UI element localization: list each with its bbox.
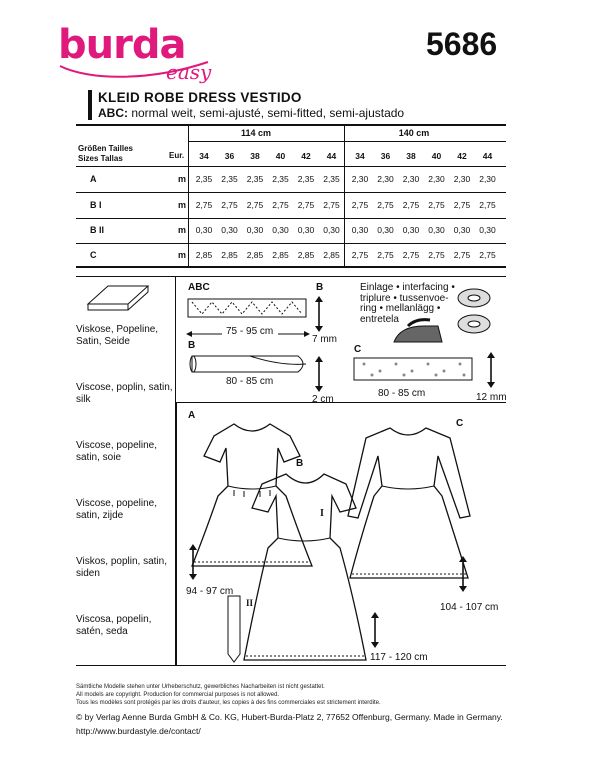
yardage-value: 2,30 (351, 174, 369, 184)
burda-easy-logo (58, 22, 228, 92)
contact-url[interactable]: http://www.burdastyle.de/contact/ (76, 726, 201, 736)
row-unit: m (178, 200, 187, 210)
yardage-value: 2,75 (428, 200, 445, 210)
size-header: 34 (199, 151, 209, 161)
dress-c-drawing (344, 420, 474, 600)
garment-title: KLEID ROBE DRESS VESTIDO (98, 90, 302, 105)
brand-name: burda (58, 22, 186, 68)
yardage-value: 2,35 (297, 174, 315, 184)
b2-length: 80 - 85 cm (226, 376, 274, 387)
elastic-c (352, 356, 482, 384)
row-rule (76, 243, 506, 244)
yardage-value: 2,75 (323, 200, 340, 210)
b2-width: 2 cm (312, 394, 334, 405)
yardage-value: 2,75 (479, 250, 496, 260)
fabric-line: Viskos, poplin, satin, (76, 556, 167, 567)
yardage-value: 2,85 (195, 250, 213, 260)
abc-length-arrow (186, 330, 286, 338)
yardage-value: 2,75 (221, 200, 238, 210)
yardage-value: 2,85 (272, 250, 289, 260)
yardage-value: 2,75 (246, 200, 264, 210)
b-piece-1: I (320, 508, 324, 519)
iron-icon (390, 318, 450, 348)
yardage-value: 0,30 (297, 225, 315, 235)
fit-text: normal weit, semi-ajusté, semi-fitted, semi-ajustado (128, 106, 405, 120)
yardage-value: 0,30 (453, 225, 471, 235)
b-length: 117 - 120 cm (370, 652, 428, 663)
b-length-arrow (370, 612, 380, 648)
yardage-value: 2,75 (402, 250, 420, 260)
row-unit: m (178, 250, 187, 260)
row-unit: m (178, 174, 187, 184)
fabric-line: Viskose, Popeline, (76, 324, 159, 335)
interfacing-line: triplure • tussenvoe- (360, 292, 449, 304)
sizes-header-1: Größen Tailles (78, 144, 133, 153)
view-b-label: B (296, 458, 304, 469)
header-rule (76, 166, 506, 167)
size-header: 40 (431, 151, 442, 161)
yardage-value: 2,75 (453, 200, 471, 210)
b-width: 7 mm (312, 334, 337, 345)
yardage-value: 2,75 (377, 250, 394, 260)
a-length: 94 - 97 cm (186, 586, 234, 597)
fabric-line: silk (76, 393, 91, 405)
c-length: 104 - 107 cm (440, 602, 499, 613)
c-notion-label: C (354, 344, 362, 355)
table-divider-2 (344, 124, 345, 267)
yardage-value: 2,30 (402, 174, 420, 184)
sizes-header-2: Sizes Tallas (78, 154, 123, 163)
fit-prefix: ABC: (98, 106, 128, 120)
b-width-arrow (314, 296, 324, 332)
b2-width-arrow (314, 356, 324, 392)
legal-note-3: Tous les modèles sont protégés par les droits d'auteur, les copies à des fins commerciales est strictement interdite. (76, 700, 381, 706)
yardage-value: 0,30 (323, 225, 340, 235)
yardage-value: 2,85 (246, 250, 264, 260)
row-label: B II (90, 225, 105, 235)
table-bottom-rule (76, 266, 506, 268)
row-label: B I (90, 200, 102, 210)
yardage-value: 0,30 (246, 225, 264, 235)
yardage-value: 2,75 (351, 250, 369, 260)
fabric-line: Viscosa, popelin, (76, 614, 152, 625)
table-top-rule (76, 124, 506, 126)
yardage-value: 2,75 (272, 200, 289, 210)
yardage-value: 0,30 (195, 225, 213, 235)
width-140: 140 cm (398, 128, 430, 138)
yardage-value: 2,35 (323, 174, 340, 184)
size-header: 36 (380, 151, 391, 161)
fabric-bolt-icon (86, 282, 156, 314)
yardage-value: 2,30 (479, 174, 496, 184)
pattern-number: 5686 (426, 26, 498, 62)
title-bar (88, 90, 92, 120)
yardage-value: 0,30 (479, 225, 496, 235)
row-label: C (90, 250, 97, 260)
c-length-arrow (458, 556, 468, 592)
interfacing-line: Einlage • interfacing • (360, 282, 455, 293)
legal-note-2: All models are copyright. Production for commercial purposes is not allowed. (76, 692, 280, 698)
yardage-value: 2,75 (377, 200, 394, 210)
row-label: A (90, 174, 97, 184)
yardage-value: 2,75 (453, 250, 471, 260)
interfacing-line: entretela (360, 313, 399, 325)
interfacing-line: ring • mellanlägg • (360, 303, 441, 314)
fabric-line: Viscose, popeline, (76, 498, 157, 509)
fabric-line: satén, seda (76, 625, 128, 637)
view-c-label: C (456, 418, 464, 429)
size-header: 42 (301, 151, 311, 161)
yardage-value: 0,30 (377, 225, 394, 235)
yardage-value: 2,75 (479, 200, 496, 210)
fabric-line: Viscose, poplin, satin, (76, 382, 173, 393)
yardage-value: 2,75 (195, 200, 213, 210)
row-unit: m (178, 225, 187, 235)
yardage-value: 2,30 (428, 174, 445, 184)
row-rule (76, 192, 506, 193)
fabric-line: Satin, Seide (76, 335, 130, 347)
yardage-value: 0,30 (272, 225, 289, 235)
size-header: 44 (326, 151, 337, 161)
yardage-value: 0,30 (402, 225, 420, 235)
yardage-value: 2,30 (453, 174, 471, 184)
b-notion-label: B (316, 282, 324, 293)
copyright: © by Verlag Aenne Burda GmbH & Co. KG, Hubert-Burda-Platz 2, 77652 Offenburg, Germany. Made in Germany. (76, 712, 503, 722)
yardage-value: 2,30 (377, 174, 394, 184)
brand-sub: easy (166, 60, 212, 84)
table-divider-1 (188, 124, 189, 267)
yardage-value: 0,30 (428, 225, 445, 235)
legal-note-1: Sämtliche Modelle stehen unter Urheberschutz, gewerbliches Nacharbeiten ist nicht gestattet. (76, 684, 325, 690)
size-header: 36 (224, 151, 235, 161)
b-tie-belt (226, 594, 246, 664)
row-rule (76, 218, 506, 219)
c-width-arrow (486, 352, 496, 388)
eur-header: Eur. (169, 151, 185, 160)
b2-notion-label: B (188, 340, 196, 351)
width-rule (188, 141, 506, 142)
size-header: 38 (250, 151, 260, 161)
view-a-label: A (188, 410, 196, 421)
fabric-line: satin, zijde (76, 509, 124, 521)
fabric-line: siden (76, 567, 100, 579)
yardage-value: 2,75 (428, 250, 445, 260)
fabric-line: Viscose, popeline, (76, 440, 157, 451)
yardage-value: 2,85 (297, 250, 315, 260)
yardage-value: 2,35 (272, 174, 289, 184)
fabric-line: satin, soie (76, 451, 122, 463)
yardage-value: 2,35 (246, 174, 264, 184)
bias-tape-abc (188, 296, 308, 326)
c-width: 12 mm (476, 392, 507, 403)
c-length: 80 - 85 cm (378, 388, 426, 399)
yardage-value: 2,35 (221, 174, 238, 184)
size-header: 44 (482, 151, 493, 161)
abc-notion-label: ABC (188, 282, 210, 293)
fit-description (98, 106, 404, 120)
yardage-value: 2,75 (402, 200, 420, 210)
yardage-value: 2,35 (195, 174, 213, 184)
size-header: 34 (355, 151, 365, 161)
yardage-value: 2,85 (323, 250, 340, 260)
abc-length: 75 - 95 cm (226, 326, 274, 337)
size-header: 40 (275, 151, 286, 161)
yardage-value: 0,30 (221, 225, 238, 235)
b-piece-2: II (246, 598, 254, 608)
a-length-arrow (188, 544, 198, 580)
size-header: 38 (406, 151, 416, 161)
size-header: 42 (457, 151, 467, 161)
yardage-value: 0,30 (351, 225, 369, 235)
yardage-value: 2,75 (297, 200, 315, 210)
width-114: 114 cm (240, 128, 272, 138)
yardage-value: 2,85 (221, 250, 238, 260)
yardage-value: 2,75 (351, 200, 369, 210)
snap-fasteners-icon (454, 286, 498, 342)
